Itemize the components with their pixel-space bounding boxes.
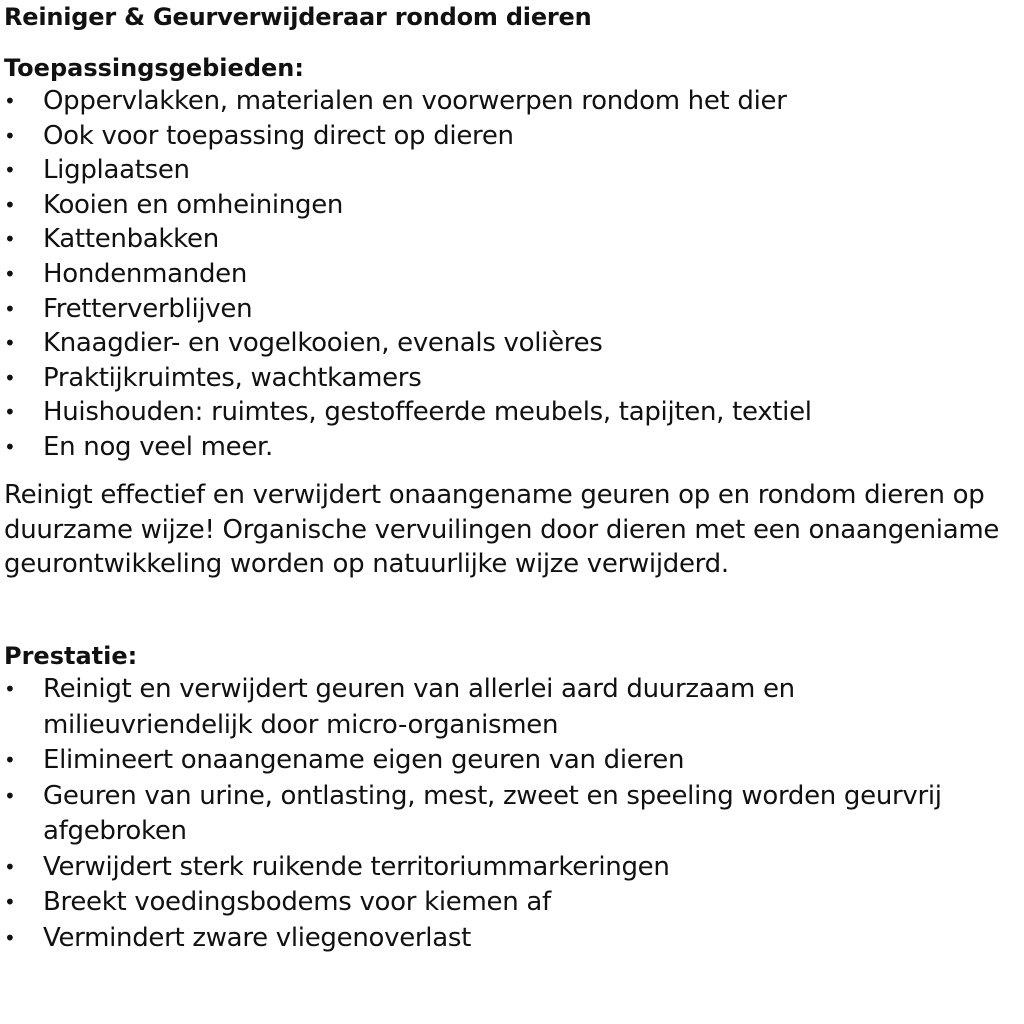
- list-item: [0, 885, 973, 921]
- list-item: [0, 430, 812, 465]
- bullet-icon: •: [4, 925, 16, 950]
- performance-list: [0, 672, 973, 956]
- bullet-icon: •: [4, 365, 16, 390]
- list-item: [0, 395, 812, 430]
- bullet-icon: •: [4, 192, 16, 217]
- bullet-icon: •: [4, 434, 16, 459]
- list-item-text: Reinigt en verwijdert geuren van allerlei aard duurzaam en milieuvriendelijk door micro-organismen: [43, 674, 795, 740]
- list-item: [0, 257, 812, 292]
- list-item: [0, 222, 812, 257]
- list-item: [0, 153, 812, 188]
- list-item: [0, 326, 812, 361]
- bullet-icon: •: [4, 261, 16, 286]
- list-item-text: Ligplaatsen: [43, 155, 190, 186]
- applications-heading: Toepassingsgebieden:: [4, 54, 304, 82]
- list-item: [0, 119, 812, 154]
- list-item-text: Knaagdier- en vogelkooien, evenals volières: [43, 328, 603, 359]
- list-item: [0, 779, 973, 850]
- list-item-text: Verwijdert sterk ruikende territoriummarkeringen: [43, 851, 670, 882]
- bullet-icon: •: [4, 296, 16, 321]
- list-item: [0, 361, 812, 396]
- list-item-text: Geuren van urine, ontlasting, mest, zweet en speeling worden geurvrij afgebroken: [43, 780, 942, 846]
- list-item-text: Huishouden: ruimtes, gestoffeerde meubels, tapijten, textiel: [43, 397, 812, 428]
- list-item-text: En nog veel meer.: [43, 431, 273, 462]
- bullet-icon: •: [4, 854, 16, 879]
- bullet-icon: •: [4, 331, 16, 356]
- bullet-icon: •: [4, 123, 16, 148]
- description-paragraph: Reinigt effectief en verwijdert onaangename geuren op en rondom dieren op duurzame wijze! Organische vervuilingen door dieren met een onaangeniame geurontwikkeling worden op natuurlijke wijze verwijderd.: [4, 480, 1000, 580]
- list-item: [0, 743, 973, 779]
- bullet-icon: •: [4, 890, 16, 914]
- applications-list: [0, 84, 812, 465]
- bullet-icon: •: [4, 158, 16, 183]
- page-title: Reiniger & Geurverwijderaar rondom dieren: [4, 3, 592, 31]
- list-item-text: Oppervlakken, materialen en voorwerpen rondom het dier: [43, 86, 787, 116]
- bullet-icon: •: [4, 783, 16, 808]
- list-item: [0, 850, 973, 886]
- list-item-text: Hondenmanden: [43, 258, 248, 289]
- list-item: [0, 188, 812, 223]
- list-item-text: Kattenbakken: [43, 224, 219, 255]
- bullet-icon: •: [4, 748, 16, 772]
- list-item: [0, 84, 812, 119]
- list-item-text: Fretterverblijven: [43, 293, 253, 324]
- list-item-text: Elimineert onaangename eigen geuren van dieren: [43, 745, 685, 775]
- bullet-icon: •: [4, 400, 16, 425]
- list-item-text: Ook voor toepassing direct op dieren: [43, 120, 514, 151]
- list-item: [0, 672, 973, 743]
- bullet-icon: •: [4, 677, 16, 701]
- list-item-text: Vermindert zware vliegenoverlast: [43, 922, 471, 953]
- bullet-icon: •: [4, 89, 16, 113]
- performance-heading: Prestatie:: [4, 642, 138, 670]
- list-item-text: Breekt voedingsbodems voor kiemen af: [43, 887, 551, 917]
- list-item-text: Kooien en omheiningen: [43, 189, 344, 220]
- list-item-text: Praktijkruimtes, wachtkamers: [43, 362, 422, 393]
- bullet-icon: •: [4, 227, 16, 252]
- list-item: [0, 292, 812, 327]
- list-item: [0, 921, 973, 957]
